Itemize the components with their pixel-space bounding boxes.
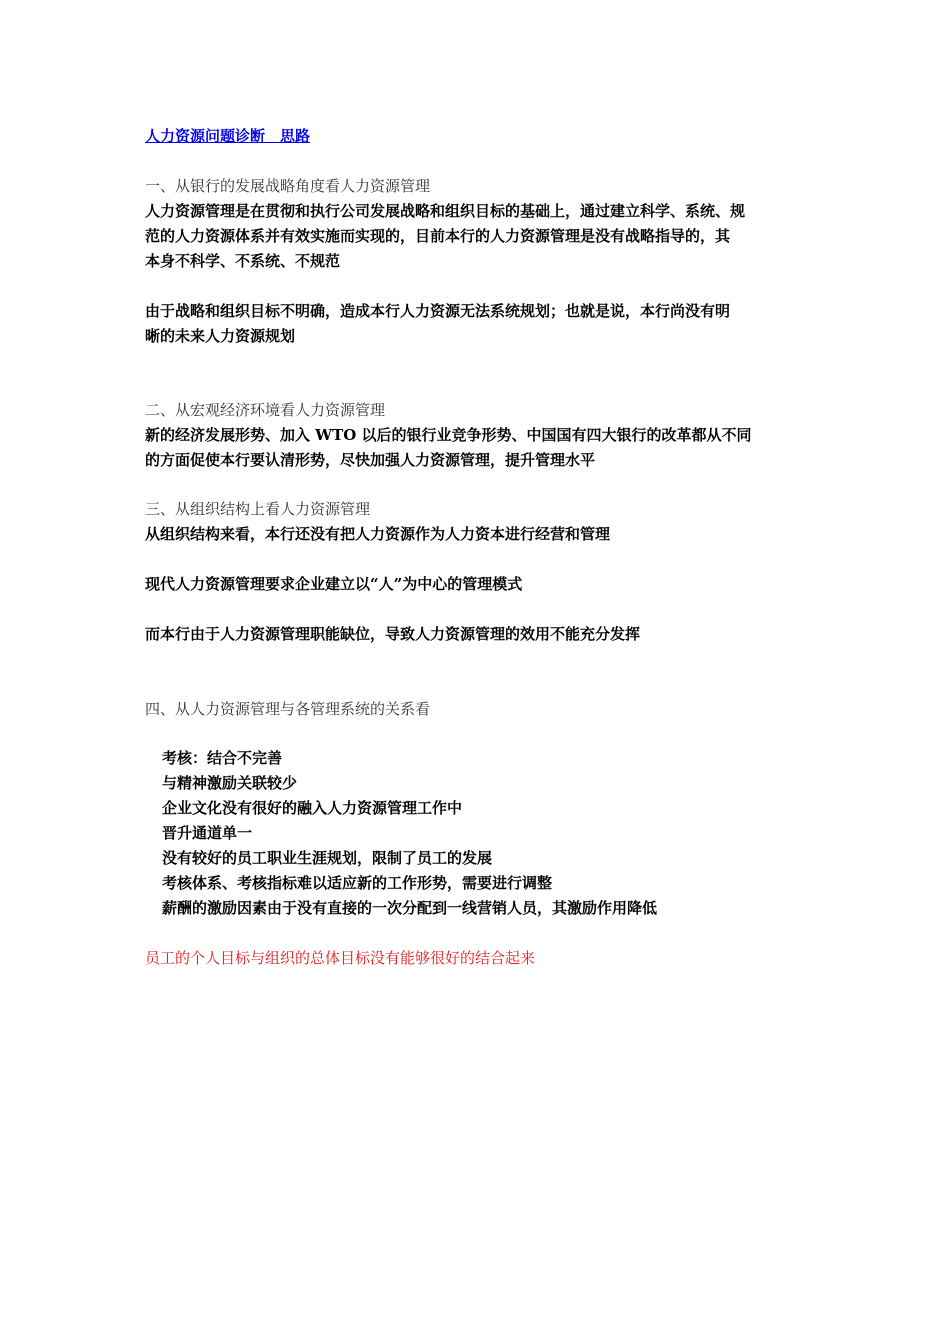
section1-para1-line1: 人力资源管理是在贯彻和执行公司发展战略和组织目标的基础上，通过建立科学、系统、规 [145,202,746,220]
section4-item: 晋升通道单一 [162,824,253,842]
section1-heading: 一、从银行的发展战略角度看人力资源管理 [145,177,431,195]
section1-para1-line2: 范的人力资源体系并有效实施而实现的，目前本行的人力资源管理是没有战略指导的，其 [145,227,731,245]
section4-item: 薪酬的激励因素由于没有直接的一次分配到一线营销人员，其激励作用降低 [162,899,658,917]
section2-para1-line2: 的方面促使本行要认清形势，尽快加强人力资源管理，提升管理水平 [145,451,596,469]
section2-para1-line1: 新的经济发展形势、加入 WTO 以后的银行业竞争形势、中国国有四大银行的改革都从不同 [145,426,752,444]
doc-title-link[interactable]: 人力资源问题诊断 思路 [145,127,311,145]
section4-item: 考核：结合不完善 [162,749,283,767]
section4-conclusion: 员工的个人目标与组织的总体目标没有能够很好的结合起来 [145,949,536,967]
section3-para3: 而本行由于人力资源管理职能缺位，导致人力资源管理的效用不能充分发挥 [145,625,641,643]
section2-heading: 二、从宏观经济环境看人力资源管理 [145,401,386,419]
section4-item: 没有较好的员工职业生涯规划，限制了员工的发展 [162,849,493,867]
section3-heading: 三、从组织结构上看人力资源管理 [145,500,371,518]
section4-item: 企业文化没有很好的融入人力资源管理工作中 [162,799,463,817]
section4-item: 考核体系、考核指标难以适应新的工作形势，需要进行调整 [162,874,553,892]
section4-heading: 四、从人力资源管理与各管理系统的关系看 [145,700,431,718]
section3-para2: 现代人力资源管理要求企业建立以“人”为中心的管理模式 [145,575,523,593]
section1-para2-line1: 由于战略和组织目标不明确，造成本行人力资源无法系统规划；也就是说，本行尚没有明 [145,302,731,320]
section1-para1-line3: 本身不科学、不系统、不规范 [145,252,341,270]
section3-para1: 从组织结构来看，本行还没有把人力资源作为人力资本进行经营和管理 [145,525,611,543]
section4-item: 与精神激励关联较少 [162,774,298,792]
section1-para2-line2: 晰的未来人力资源规划 [145,327,296,345]
